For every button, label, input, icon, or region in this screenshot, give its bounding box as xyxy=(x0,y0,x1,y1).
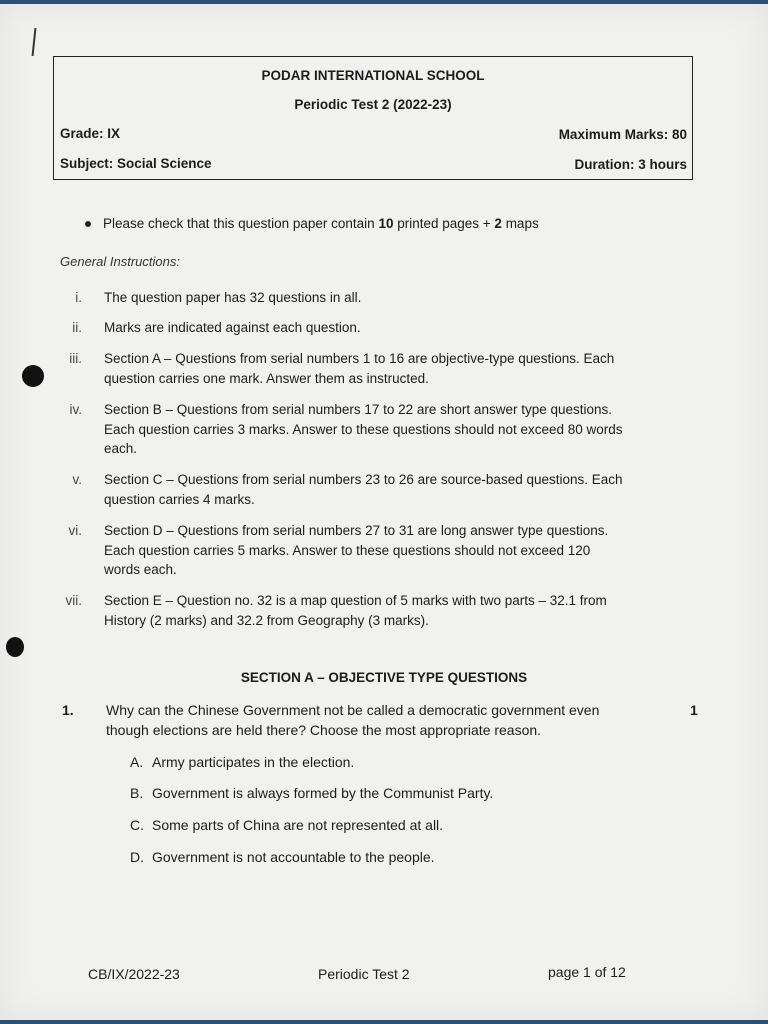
instruction-number: i. xyxy=(75,290,82,305)
question-marks: 1 xyxy=(690,702,698,718)
instruction-text xyxy=(104,470,700,509)
page-count-note xyxy=(85,216,539,231)
note-text-mid: printed pages + xyxy=(393,216,495,231)
note-maps-count: 2 xyxy=(494,216,502,231)
option-label: C. xyxy=(130,817,144,833)
test-title: Periodic Test 2 (2022-23) xyxy=(294,97,452,112)
duration-label: Duration: 3 hours xyxy=(574,157,687,172)
section-title: SECTION A – OBJECTIVE TYPE QUESTIONS xyxy=(240,670,528,685)
instruction-text-line: Each question carries 5 marks. Answer to these questions should not exceed 120 xyxy=(104,542,591,558)
pen-mark xyxy=(32,28,37,56)
question-text xyxy=(106,700,626,740)
instruction-text xyxy=(104,288,700,308)
instruction-text xyxy=(104,400,700,459)
instruction-number: ii. xyxy=(72,320,82,335)
instruction-number: iii. xyxy=(69,351,82,366)
instruction-text-line: The question paper has 32 questions in all. xyxy=(104,290,362,305)
option-a xyxy=(130,754,354,770)
note-text-pre: Please check that this question paper contain xyxy=(103,216,379,231)
instruction-text-line: Marks are indicated against each question. xyxy=(104,320,361,335)
question-paper-page xyxy=(0,4,768,1020)
instruction-text-line: Section D – Questions from serial numbers 27 to 31 are long answer type questions. xyxy=(104,523,609,538)
option-d xyxy=(130,849,435,865)
note-pages-count: 10 xyxy=(378,216,394,231)
instruction-text xyxy=(104,521,700,580)
instruction-text-line: question carries 4 marks. xyxy=(104,491,255,507)
footer-title: Periodic Test 2 xyxy=(318,966,410,982)
instruction-number: iv. xyxy=(69,402,82,417)
option-label: B. xyxy=(130,785,144,801)
question-text-line: though elections are held there? Choose the most appropriate reason. xyxy=(106,722,542,738)
instruction-number: vi. xyxy=(68,523,82,538)
subject-label: Subject: Social Science xyxy=(60,156,212,171)
instruction-text xyxy=(104,349,700,388)
instruction-text-line: Section E – Question no. 32 is a map question of 5 marks with two parts – 32.1 from xyxy=(104,593,607,608)
option-text: Government is always formed by the Communist Party. xyxy=(152,785,494,801)
header-box xyxy=(53,56,693,180)
instruction-text xyxy=(104,318,700,338)
general-instructions-heading: General Instructions: xyxy=(60,254,180,269)
option-b xyxy=(130,785,493,801)
option-c xyxy=(130,817,443,833)
option-text: Government is not accountable to the people. xyxy=(152,849,435,865)
instruction-number: vii. xyxy=(65,593,82,608)
school-name: PODAR INTERNATIONAL SCHOOL xyxy=(261,68,485,83)
footer-code: CB/IX/2022-23 xyxy=(88,966,180,982)
question-text-line: Why can the Chinese Government not be called a democratic government even xyxy=(106,702,600,718)
instruction-text-line: Section A – Questions from serial numbers 1 to 16 are objective-type questions. Each xyxy=(104,351,615,366)
option-text: Some parts of China are not represented at all. xyxy=(152,817,444,833)
punch-hole-top xyxy=(22,365,44,387)
instruction-text-line: Section B – Questions from serial numbers 17 to 22 are short answer type questions. xyxy=(104,402,613,417)
instruction-text-line: each. xyxy=(104,441,138,456)
question-number: 1. xyxy=(62,702,74,718)
grade-label: Grade: IX xyxy=(60,126,121,141)
footer-page-number: page 1 of 12 xyxy=(548,964,626,980)
instruction-text-line: words each. xyxy=(104,562,177,577)
instruction-text-line: question carries one mark. Answer them as instructed. xyxy=(104,370,429,386)
punch-hole-bottom xyxy=(6,637,24,657)
bullet-icon xyxy=(85,221,91,227)
instruction-text xyxy=(104,591,700,630)
note-text-post: maps xyxy=(501,216,539,231)
instruction-number: v. xyxy=(72,472,82,487)
instruction-text-line: Section C – Questions from serial numbers 23 to 26 are source-based questions. Each xyxy=(104,472,623,487)
instruction-text-line: History (2 marks) and 32.2 from Geography (3 marks). xyxy=(104,612,429,628)
option-label: D. xyxy=(130,849,144,865)
option-text: Army participates in the election. xyxy=(152,754,355,770)
instruction-text-line: Each question carries 3 marks. Answer to these questions should not exceed 80 words xyxy=(104,421,623,437)
max-marks-label: Maximum Marks: 80 xyxy=(558,127,687,142)
option-label: A. xyxy=(130,754,144,770)
